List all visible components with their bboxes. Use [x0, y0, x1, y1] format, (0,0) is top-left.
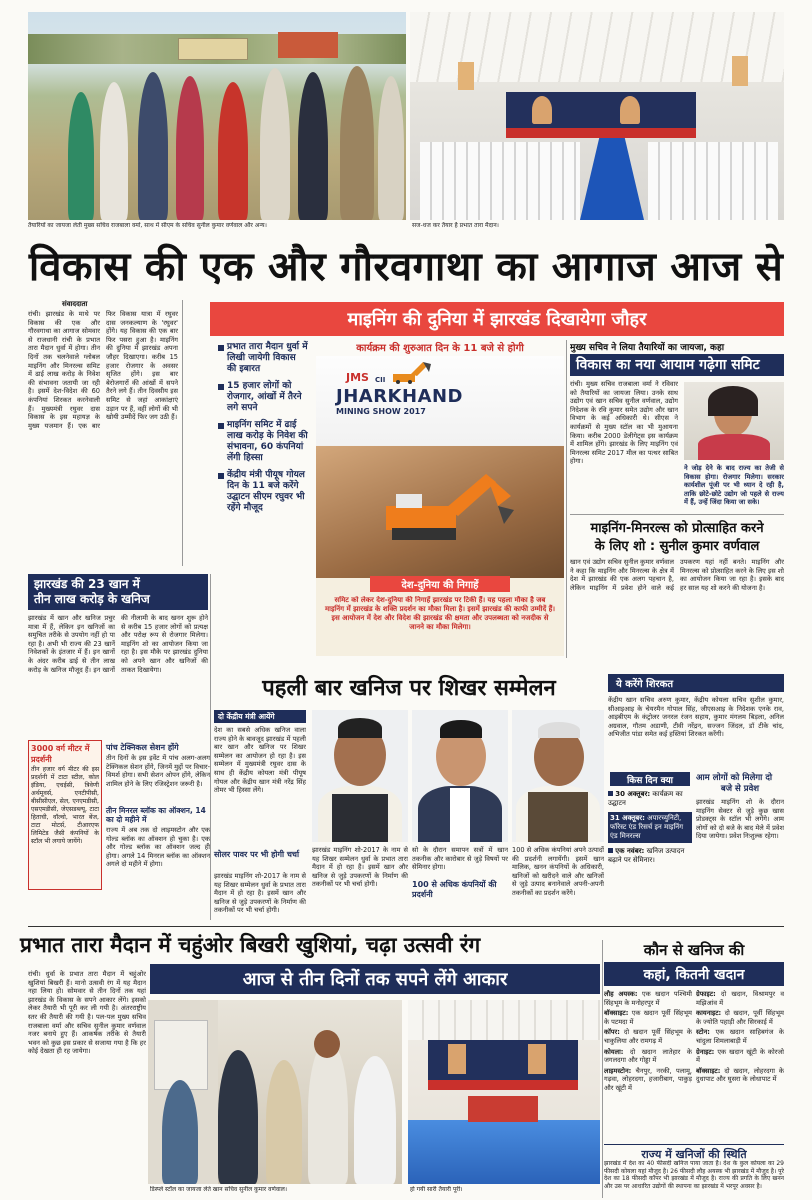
exhibition-text: तीन हजार वर्ग मीटर की इस प्रदर्शनी में टाटा स्टील, कोल इंडिया, एचईसी, त्रिवेणी अर्थमूवर्स, एनटीपीसी, बीसीसीएल, सेल, एनएमडीसी, एसएमडीसी, जेएसडब्ल्यू, टाटा हिताची, वॉल्वो, भारत बेंज, टाटा मोटर्स, टीआरएफ लिमिटेड जैसी कंपनियों के स्टॉल भी लगाये जायेंगे। — [31, 766, 99, 845]
exhibition-title-1: 3000 वर्ग मीटर में — [31, 744, 90, 753]
solar-continued-text: झारखंड माइनिंग शो-2017 के नाम से यह शिखर सम्मेलन धुर्वा के प्रभात तारा मैदान में हो रहा है। इसमें खान और खनिज से जुड़े उपकरणों के निर्माण की तकनीकों पर भी चर्चा होगी। — [312, 846, 408, 889]
bullet-icon — [218, 384, 224, 390]
mineral-entry: लाइमस्टोन: चैनपुर, नरकी, पलामू, गढ़वा, लोहरदगा, हजारीबाग, पाकुड़ और खूंटी में — [604, 1066, 692, 1092]
tomar-photo — [512, 710, 604, 842]
minerals-show-title-2: के लिए शो : सुनील कुमार वर्णवाल — [594, 539, 760, 554]
schedule-title: किस दिन क्या — [610, 772, 690, 786]
state-minerals-title: राज्य में खनिजों की स्थिति — [604, 1144, 784, 1162]
chief-secretary-kicker: मुख्य सचिव ने लिया तैयारियों का जायजा, कहा — [570, 343, 725, 353]
minerals-where-title-1: कौन से खनिज की — [643, 941, 745, 959]
schedule-item: 30 अक्तूबर: कार्यक्रम का उद्घाटन — [608, 790, 683, 807]
solar-text: झारखंड माइनिंग शो-2017 के नाम से यह शिखर सम्मेलन धुर्वा के प्रभात तारा मैदान में हो रहा है। इसमें खान और खनिज से जुड़े उपकरणों के निर्माण की तकनीकों पर भी चर्चा होगी। — [214, 872, 306, 915]
bottom-photo-1-caption: डिस्प्ले स्टॉल का जायजा लेते खान सचिव सुनील कुमार वर्णवाल। — [150, 1186, 288, 1193]
schedule-list — [608, 790, 692, 865]
chief-secretary-quote: ने जोड़ देने के बाद राज्य का तेजी से विकास होगा। रोजगार मिलेगा। सरकार कार्यशील पूंजी पर भी ध्यान दे रही है, ताकि छोटे-छोटे उद्योग जो पहले से राज्य में हैं, उन्हें जिंदा किया जा सके। — [684, 464, 784, 507]
top-right-photo — [410, 12, 784, 220]
minerals-where-col-1 — [604, 990, 692, 1095]
solar-title: सोलर पावर पर भी होगी चर्चा — [214, 850, 300, 859]
companies-text-2: 100 से अधिक कंपनियां अपने उत्पादों की प्रदर्शनी लगायेंगी। इसमें खान मालिक, खनन कंपनियों के अधिकारी, खनिजों को खरीदने वाले और खनिजों से जुड़े उत्पाद बनानेवाले अपनी-अपनी तकनीकों का प्रदर्शन करेंगे। — [512, 846, 604, 897]
bottom-photo-2-caption: हो गयी सारी तैयारी पूरी। — [410, 1186, 463, 1193]
tech-session-title: पांच टेक्निकल सेशन होंगे — [106, 743, 179, 752]
event-start-note: कार्यक्रम की शुरुआत दिन के 11 बजे से होगी — [356, 343, 524, 354]
main-headline: विकास की एक और गौरवगाथा का आगाज आज से — [28, 244, 784, 290]
solar-continued — [312, 846, 408, 918]
khan-title-2: तीन लाख करोड़ के खनिज — [34, 592, 150, 606]
companies-text: सो के दौरान समापन सत्रों में खान तकनीक और कारोबार से जुड़े विषयों पर सेमिनार होगा। — [412, 846, 508, 872]
mineral-entry: स्टोन: एक खदान साहिबगंज के चांदुला शिमलाबाड़ी में — [696, 1028, 784, 1045]
bullet-icon — [608, 791, 613, 796]
khan-text: झारखंड में खान और खनिज प्रचुर मात्रा में हैं, लेकिन इन खनिजों का समुचित तरीके से उपयोग नहीं हो पा रहा है। अभी भी राज्य की 23 खानें निवेशकों के इंतजार में हैं। इन खानों के अंदर करीब ढाई से तीन लाख करोड़ के खनिज मौजूद हैं। इन खानों की नीलामी के बाद खनन शुरू होने से करीब 15 हजार लोगों को प्रत्यक्ष और परोक्ष रूप से रोजगार मिलेगा। माइनिंग शो का आयोजन किया जा रहा है। इस मौके पर झारखंड दुनिया को अपने खान और खनिजों की ताकत दिखायेगा। — [28, 614, 208, 674]
attendees-text: केंद्रीय खान सचिव अरुण कुमार, केंद्रीय कोयला सचिव सुशील कुमार, सीआइआइ के चेयरमैन गोपाल सिंह, जीएसआइ के निदेशक एनके राव, आइबीएम के कंट्रोलर जनरल रंजन सहाय, कुमार मंगलम बिड़ला, अनिल अग्रवाल, गौतम अडाणी, टीवी नरेंद्रन, सज्जन जिंदल, डॉ टीके चांद, अभिजीत पांडा समेत कई हस्तियां शिरकत करेंगी। — [608, 696, 784, 739]
companies-title: 100 से अधिक कंपनियों की प्रदर्शनी — [412, 880, 497, 899]
cm-photo — [312, 710, 408, 842]
public-entry-title-2: बजे से प्रवेश — [720, 784, 760, 794]
attendees-title: ये करेंगे शिरकत — [608, 674, 784, 692]
minerals-where-title-2: कहां, कितनी खदान — [604, 962, 784, 986]
highlight-item: 15 हजार लोगों को रोजगार, आंखों में तैरने लगे सपने — [218, 381, 308, 414]
public-entry-text: झारखंड माइनिंग शो के दौरान माइनिंग सेक्टर से जुड़े कुछ खास प्रोडक्ट्स के स्टॉल भी लगेंगे। आम लोगों को दो बजे के बाद मेले में प्रवेश दिया जायेगा। प्रवेश निःशुल्क रहेगा। — [696, 798, 784, 841]
ministers-text: देश का सबसे अधिक खनिज वाला राज्य होने के बावजूद झारखंड में पहली बार खान और खनिज पर शिखर सम्मेलन का आयोजन हो रहा है। इस सम्मेलन में मुख्यमंत्री रघुवर दास के साथ ही केंद्रीय कोयला मंत्री पीयूष गोयल और केंद्रीय खान मंत्री नरेंद्र सिंह तोमर भी हिस्सा लेंगे। — [214, 726, 306, 795]
excavator-icon — [391, 360, 431, 384]
mineral-entry: ग्रेफाइट: दो खदान, विश्रामपुर व मझिआंव में — [696, 990, 784, 1007]
khan-title-box — [28, 574, 208, 610]
mineral-entry: कॉपर: दो खदान पूर्वी सिंहभूम के चाकुलिया और रामगढ़ में — [604, 1028, 692, 1045]
state-minerals-text: झारखंड में देश का 40 फीसदी खनिज पाया जाता है। देश के कुल कोयला का 29 फीसदी कोयला यहां मौजूद है। 26 फीसदी लौह अयस्क भी झारखंड में मौजूद है। पूरे देश का 18 फीसदी कॉपर भी झारखंड में मौजूद है। राज्य की प्रगति के लिए खनन और उस पर आधारित उद्योगों की स्थापना का झारखंड में भरपूर अवसर है। — [604, 1160, 784, 1190]
chief-secretary-photo — [684, 382, 784, 460]
top-right-photo-caption: सज-धज कर तैयार है प्रभात तारा मैदान। — [412, 222, 499, 229]
bullet-icon — [608, 848, 613, 853]
public-entry-title-1: आम लोगों को मिलेगा दो — [696, 773, 773, 783]
poster-title: JHARKHAND — [336, 386, 464, 407]
highlights-list — [218, 342, 308, 517]
bottom-photo-1 — [148, 1000, 402, 1184]
mineral-entry: ग्रेनाइट: एक खदान खूंटी के कोरजो में — [696, 1047, 784, 1065]
goyal-photo — [412, 710, 508, 842]
minerals-show-title-1: माइनिंग-मिनरल्स को प्रोत्साहित करने — [590, 521, 764, 536]
public-entry-title — [696, 772, 784, 794]
ministers-heading: दो केंद्रीय मंत्री आयेंगे — [214, 710, 306, 723]
top-left-photo — [28, 12, 406, 220]
minerals-show-text: खान एवं उद्योग सचिव सुनील कुमार वर्णवाल ने कहा कि माइनिंग और मिनरल्स के क्षेत्र में देश में झारखंड की एक अलग पहचान है, लेकिन माइनिंग में प्रवेश होने वाले कई उपकरण यहां नहीं बनते। माइनिंग और मिनरल्स को प्रोत्साहित करने के लिए इस शो का आयोजन किया जा रहा है। इसके बाद हर साल यह शो करने की योजना है। — [570, 558, 784, 592]
bullet-icon — [218, 473, 224, 479]
world-eyes-heading: देश-दुनिया की निगाहें — [370, 576, 510, 592]
lead-story-text: रांची। झारखंड के माथे पर विकास की एक और गौरवगाथा का आगाज सोमवार से राजधानी रांची के प्रभात तारा मैदान धुर्वा में होगा। तीन दिनों तक चलनेवाले ग्लोबल माइनिंग और मिनरल्स समिट में ढाई लाख करोड़ के निवेश की संभावना जतायी जा रही है। इसमें देश-विदेश की 60 कंपनियां शिरकत करनेवाली हैं। मुख्यमंत्री रघुवर दास विकास के इस महायज्ञ के मुख्य यजमान हैं। एक बार फिर विकास यात्रा में रघुवर दास जनकल्याण के 'रघुवर' होंगे। यह विकास की एक बार फिर पसरा हुआ है। माइनिंग की दुनिया में झारखंड अपना जौहर दिखाएगा। करीब 15 हजार रोजगार के अवसर सृजित होंगे। इस बार बेरोजगारों की आंखों में सपने तैरने लगे हैं। तीन दिवसीय इस समिट से जहां आकांक्षाएं उड़ान पर हैं, वहीं लोगों की भी खोयी उम्मीदें फिर जग उठी हैं। — [28, 310, 178, 430]
exhibition-box — [28, 740, 102, 890]
highlight-item: प्रभात तारा मैदान धुर्वा में लिखी जायेगी विकास की इबारत — [218, 342, 308, 375]
highlight-item: माइनिंग समिट में ढाई लाख करोड़ के निवेश की संभावना, 60 कंपनियां लेंगी हिस्सा — [218, 420, 308, 464]
cii-logo: CII — [374, 376, 386, 384]
bottom-left-text: रांची। धुर्वा के प्रभात तारा मैदान में चहुंओर खुशियां बिखरी हैं। मानो उत्सवी रंग में यह मैदान नहा लिया हो। सोमवार से तीन दिनों तक यहां झारखंड के विकास के सपने आकार लेंगे। इसको लेकर तैयारी भी पूरी कर ली गयी है। अंतरराष्ट्रीय स्तर की तैयारी की गयी है। पल-पल मुख्य सचिव राजबाला वर्मा और सचिव सुनील कुमार वर्णवाल नजर बनाये हुए हैं। आकर्षक तरीके से तैयारी भवन को कुछ इस प्रकार से सजाया गया है कि हर कोई देखता ही रह जायेगा। — [28, 970, 146, 1056]
mineral-entry: कोयला: दो खदान लातेहार के जगलदगा और गोड्डा में — [604, 1047, 692, 1065]
schedule-item: एक नवंबर: खनिज उत्पादन बढ़ाने पर सेमिनार। — [608, 847, 685, 864]
world-eyes-text: समिट को लेकर देश-दुनिया की निगाहें झारखंड पर टिकी हैं। यह पहला मौका है जब माइनिंग में झारखंड के शक्ति प्रदर्शन का मौका मिला है। इसमें झारखंड की काफी उम्मीदें हैं। इस आयोजन में देश और विदेश की झारखंड की क्षमता और उपलब्धता को नजदीक से जानने का मौका मिलेगा। — [325, 596, 555, 631]
chief-secretary-text: रांची। मुख्य सचिव राजबाला वर्मा ने रविवार को तैयारियों का जायजा लिया। उनके साथ उद्योग एवं खान सचिव सुनील वर्णवाल, उद्योग निदेशक के रवि कुमार समेत उद्योग और खान विभाग के कई अधिकारी थे। सीएस ने कार्यक्रमों से मुख्य स्टॉल का भी मुआयना किया। करीब 2000 डेलीगेट्स इस कार्यक्रम में शामिल होंगे। झारखंड के लिए माइनिंग एवं मिनरल्स समिट 2017 मील का पत्थर साबित होगा। — [570, 380, 678, 466]
schedule-item: 31 अक्तूबर: अपारच्युनिटी, फॉरेस्ट एंड रिसर्च इन माइनिंग एंड मिनरल्स — [608, 812, 692, 843]
bottom-headline: प्रभात तारा मैदान में चहुंओर बिखरी खुशियां, चढ़ा उत्सवी रंग — [20, 933, 481, 957]
summit-banner: पहली बार खनिज पर शिखर सम्मेलन — [262, 676, 556, 701]
chief-secretary-title: विकास का नया आयाम गढ़ेगा समिट — [570, 354, 784, 376]
khan-title-1: झारखंड की 23 खान में — [34, 577, 140, 591]
mineral-entry: कायनाइट: दो खदान, पूर्वी सिंहभूम के ज्योति पहाड़ी और सिरकाई में — [696, 1009, 784, 1026]
bullet-icon — [218, 345, 224, 351]
tech-session-text: तीन दिनों के इस इवेंट में पांच अलग-अलग टेक्निकल सेशन होंगे, जिनमें मुद्दों पर विचार-विमर्श होगा। सभी सेशन ओपन होंगे, लेकिन शामिल होने के लिए रजिस्ट्रेशन जरूरी है। — [106, 754, 210, 788]
auction-text: राज्य में अब तक दो लाइमस्टोन और एक गोल्ड ब्लॉक का ऑक्शन हो चुका है। एक और गोल्ड ब्लॉक का ऑक्शन जल्द ही होगा। अगले 14 मिनरल ब्लॉक का ऑक्शन अगले दो महीने में होगा। — [106, 826, 210, 869]
mineral-entry: लौह अयस्क: एक खदान पश्चिमी सिंहभूम के मनोहरपुर में — [604, 990, 692, 1007]
jms-logo: JMS — [346, 371, 369, 384]
byline: संवाददाता — [62, 300, 88, 308]
highlight-item: केंद्रीय मंत्री पीयूष गोयल दिन के 11 बजे करेंगे उद्घाटन सीएम रघुवर भी रहेंगे मौजूद — [218, 470, 308, 514]
mineral-entry: बॉक्साइट: एक खदान पूर्वी सिंहभूम के पटमदा में — [604, 1009, 692, 1026]
bottom-photo-2 — [408, 1000, 600, 1184]
bottom-subhead: आज से तीन दिनों तक सपने लेंगे आकार — [150, 964, 600, 994]
exhibition-title-2: प्रदर्शनी — [31, 755, 52, 764]
bullet-icon — [218, 423, 224, 429]
world-eyes-box — [316, 578, 564, 656]
poster-subtitle: MINING SHOW 2017 — [336, 407, 426, 416]
event-poster — [316, 356, 564, 578]
mineral-entry: बॉक्साइट: दो खदान, लोहरदगा के दुधापाट और घुसरा के लोधापाट में — [696, 1066, 784, 1084]
excavator-photo-icon — [366, 466, 516, 546]
minerals-where-col-2 — [696, 990, 784, 1086]
auction-title: तीन मिनरल ब्लॉक का ऑक्शन, 14 का दो महीने में — [106, 806, 206, 824]
sub-banner: माइनिंग की दुनिया में झारखंड दिखायेगा जौहर — [210, 302, 784, 336]
top-left-photo-caption: तैयारियों का जायजा लेती मुख्य सचिव राजबाला वर्मा, साथ में सीएम के सचिव सुनील कुमार वर्णवाल और अन्य। — [28, 222, 267, 229]
